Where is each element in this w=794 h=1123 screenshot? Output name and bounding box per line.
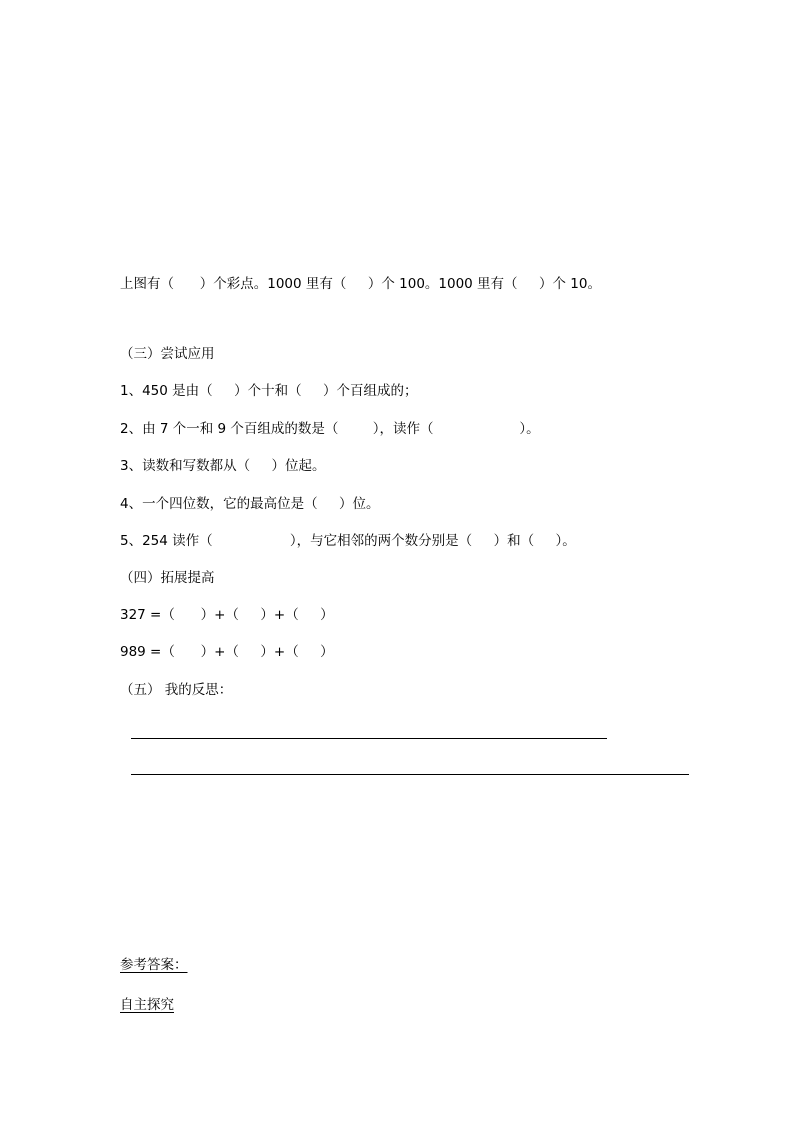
reflection-line-2 — [131, 774, 689, 775]
intro-question: 上图有（ ）个彩点。1000 里有（ ）个 100。1000 里有（ ）个 10。 — [120, 276, 601, 292]
question-2: 2、由 7 个一和 9 个百组成的数是（ ），读作（ ）。 — [120, 421, 540, 437]
question-3: 3、读数和写数都从（ ）位起。 — [120, 458, 326, 474]
section-5-heading: （五） 我的反思： — [120, 682, 233, 698]
expansion-327: 327 =（ ）+（ ）+（ ） — [120, 607, 334, 623]
question-4: 4、一个四位数，它的最高位是（ ）位。 — [120, 496, 380, 512]
reflection-line-1 — [131, 738, 607, 739]
answers-heading: 参考答案： — [120, 957, 188, 973]
expansion-989: 989 =（ ）+（ ）+（ ） — [120, 644, 334, 660]
question-5: 5、254 读作（ ），与它相邻的两个数分别是（ ）和（ ）。 — [120, 533, 576, 549]
answers-subheading: 自主探究 — [120, 997, 174, 1013]
section-3-heading: （三）尝试应用 — [120, 346, 215, 362]
section-4-heading: （四）拓展提高 — [120, 570, 215, 586]
question-1: 1、450 是由（ ）个十和（ ）个百组成的； — [120, 383, 418, 399]
